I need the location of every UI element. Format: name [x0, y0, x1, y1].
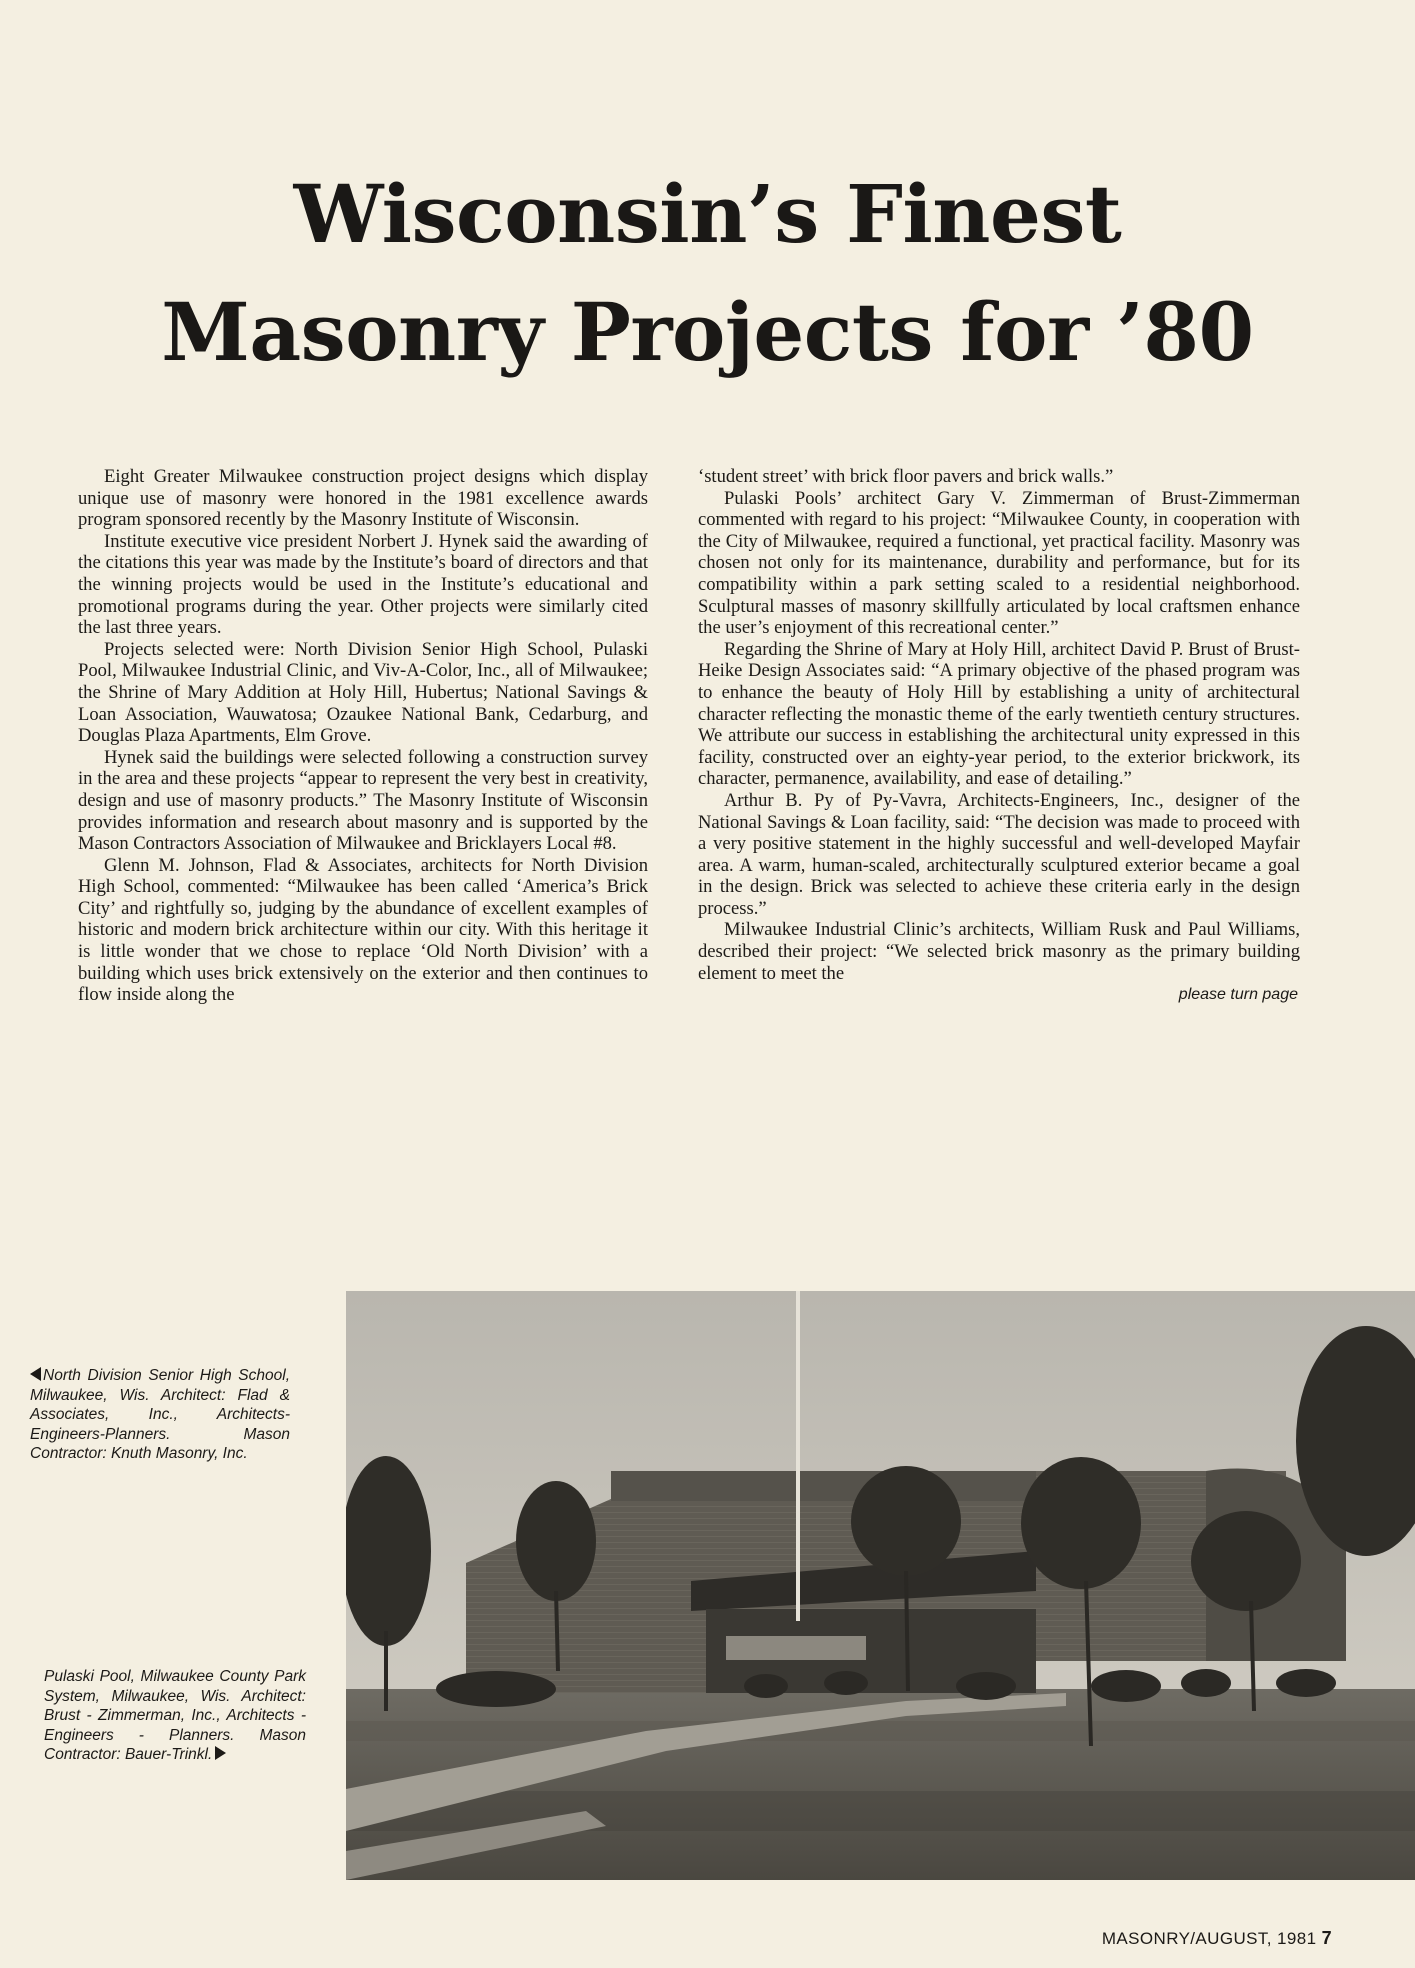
page-footer [0, 1928, 1332, 1949]
paragraph: Institute executive vice president Norbert J. Hynek said the awarding of the citations this year was made by the Institute’s board of directors and that the winning projects would be used in the Institute’s educational and promotional programs during the year. Other projects were similarly cited the last three years. [78, 530, 648, 639]
paragraph: Hynek said the buildings were selected following a construction survey in the area and these projects “appear to represent the very best in creativity, design and use of masonry products.” The Masonry Institute of Wisconsin provides information and research about masonry and is supported by the Mason Contractors Association of Milwaukee and Bricklayers Local #8. [78, 746, 648, 855]
turn-page-note: please turn page [1178, 986, 1298, 1004]
caption-pulaski-pool [44, 1667, 306, 1765]
left-arrow-icon [30, 1367, 41, 1381]
caption-text: North Division Senior High School, Milwaukee, Wis. Architect: Flad & Associates, Inc., Architects-Engineers-Planners. Mason Contractor: Knuth Masonry, Inc. [30, 1367, 290, 1462]
paragraph: ‘student street’ with brick floor pavers and brick walls.” [698, 466, 1114, 487]
paragraph: Eight Greater Milwaukee construction project designs which display unique use of masonry were honored in the 1981 excellence awards program sponsored recently by the Masonry Institute of Wisconsin. [78, 466, 648, 531]
paragraph: Regarding the Shrine of Mary at Holy Hill, architect David P. Brust of Brust-Heike Design Associates said: “A primary objective of the phased program was to enhance the beauty of Holy Hill by establishing a unity of architectural character reflecting the monastic theme of the early twentieth century structures. We attribute our success in establishing the architectural unity expressed in this facility, constructed over an eighty-year period, to the exterior brickwork, its character, permanence, availability, and ease of detailing.” [698, 638, 1300, 790]
paragraph: Glenn M. Johnson, Flad & Associates, architects for North Division High School, commented: “Milwaukee has been called ‘America’s Brick City’ and rightfully so, judging by the abundance of excellent examples of historic and modern brick architecture within our city. With this heritage it is little wonder that we chose to replace ‘Old North Division’ with a building which uses brick extensively on the exterior and then continues to flow inside along the [78, 854, 648, 1006]
paragraph: Projects selected were: North Division Senior High School, Pulaski Pool, Milwaukee Industrial Clinic, and Viv-A-Color, Inc., all of Milwaukee; the Shrine of Mary Addition at Holy Hill, Hubertus; National Savings & Loan Association, Wauwatosa; Ozaukee National Bank, Cedarburg, and Douglas Plaza Apartments, Elm Grove. [78, 638, 648, 747]
page-number: 7 [1321, 1928, 1332, 1948]
right-arrow-icon [215, 1746, 226, 1760]
footer-magazine: MASONRY/AUGUST, 1981 [1101, 1929, 1317, 1948]
paragraph: Arthur B. Py of Py-Vavra, Architects-Engineers, Inc., designer of the National Savings & Loan facility, said: “The decision was made to proceed with a very positive statement in the highly successful and well-developed Mayfair area. A warm, human-scaled, architecturally sculptured exterior became a goal in the design. Brick was selected to achieve these criteria early in the design process.” [698, 789, 1300, 919]
body-column-left [78, 466, 648, 1006]
headline-line-1: Wisconsin’s Finest [293, 167, 1122, 261]
headline-line-2: Masonry Projects for ’80 [161, 285, 1254, 379]
paragraph: Milwaukee Industrial Clinic’s architects, William Rusk and Paul Williams, described their project: “We selected brick masonry as the primary building element to meet the [698, 919, 1300, 984]
caption-text: Pulaski Pool, Milwaukee County Park System, Milwaukee, Wis. Architect: Brust - Zimmerman, Inc., Architects - Engineers - Planners. Mason Contractor: Bauer-Trinkl. [44, 1668, 306, 1763]
building-photo [346, 1291, 1415, 1880]
article-headline [0, 155, 1415, 391]
paragraph: Pulaski Pools’ architect Gary V. Zimmerman of Brust-Zimmerman commented with regard to his project: “Milwaukee County, in cooperation with the City of Milwaukee, required a functional, yet practical facility. Masonry was chosen not only for its maintenance, durability and performance, but for its compatibility within a park setting scaled to a residential neighborhood. Sculptural masses of masonry skillfully articulated by local craftsmen enhance the user’s enjoyment of this recreational center.” [698, 487, 1300, 639]
body-column-right [698, 466, 1300, 1006]
caption-north-division [30, 1366, 290, 1464]
